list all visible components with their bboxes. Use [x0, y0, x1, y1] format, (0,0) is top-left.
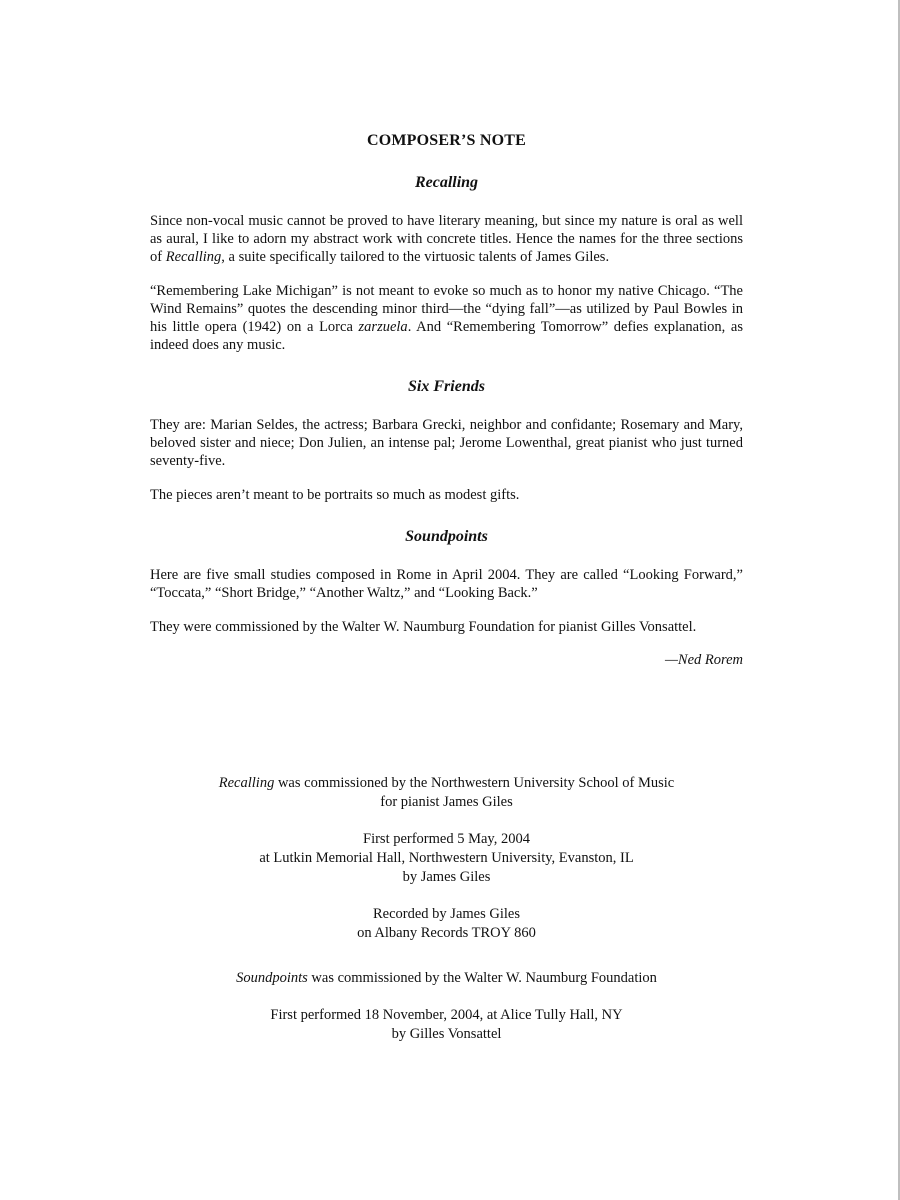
soundpoints-commission-credit: Soundpoints was commissioned by the Walter W. Naumburg Foundation: [236, 970, 657, 986]
signature: —Ned Rorem: [665, 652, 743, 668]
recalling-premiere-credit: First performed 5 May, 2004 at Lutkin Memorial Hall, Northwestern University, Evanston, IL by James Giles: [259, 831, 634, 885]
soundpoints-premiere-credit: First performed 18 November, 2004, at Alice Tully Hall, NY by Gilles Vonsattel: [270, 1007, 623, 1042]
soundpoints-paragraph-2: They were commissioned by the Walter W. Naumburg Foundation for pianist Gilles Vonsattel.: [150, 619, 697, 635]
recalling-recording-credit: Recorded by James Giles on Albany Records TROY 860: [357, 906, 536, 941]
six-friends-paragraph-1: They are: Marian Seldes, the actress; Barbara Grecki, neighbor and confidante; Rosemary and Mary, beloved sister and niece; Don Julien, an intense pal; Jerome Lowenthal, great pianist who just turned seventy-five.: [150, 417, 743, 469]
six-friends-paragraph-2: The pieces aren’t meant to be portraits so much as modest gifts.: [150, 487, 520, 503]
section-heading-recalling: Recalling: [414, 174, 479, 191]
section-heading-six-friends: Six Friends: [408, 378, 485, 395]
page-title: COMPOSER’S NOTE: [366, 132, 526, 149]
recalling-paragraph-2: “Remembering Lake Michigan” is not meant to evoke so much as to honor my native Chicago. “The Wind Remains” quotes the descending minor third—the “dying fall”—as utilized by Paul Bowles in his little opera (1942) on a Lorca zarzuela. And “Remembering Tomorrow” defies explanation, as indeed does any music.: [150, 283, 743, 353]
performance-credits: [150, 774, 743, 1062]
recalling-commission-credit: Recalling was commissioned by the Northwestern University School of Music for pianist James Giles: [218, 775, 675, 810]
soundpoints-paragraph-1: Here are five small studies composed in Rome in April 2004. They are called “Looking Forward,” “Toccata,” “Short Bridge,” “Another Waltz,” and “Looking Back.”: [150, 567, 743, 601]
composers-note: [150, 132, 743, 669]
recalling-paragraph-1: Since non-vocal music cannot be proved to have literary meaning, but since my nature is oral as well as aural, I like to adorn my abstract work with concrete titles. Hence the names for the three sections of Recalling, a suite specifically tailored to the virtuosic talents of James Giles.: [150, 213, 743, 265]
section-heading-soundpoints: Soundpoints: [405, 528, 488, 545]
